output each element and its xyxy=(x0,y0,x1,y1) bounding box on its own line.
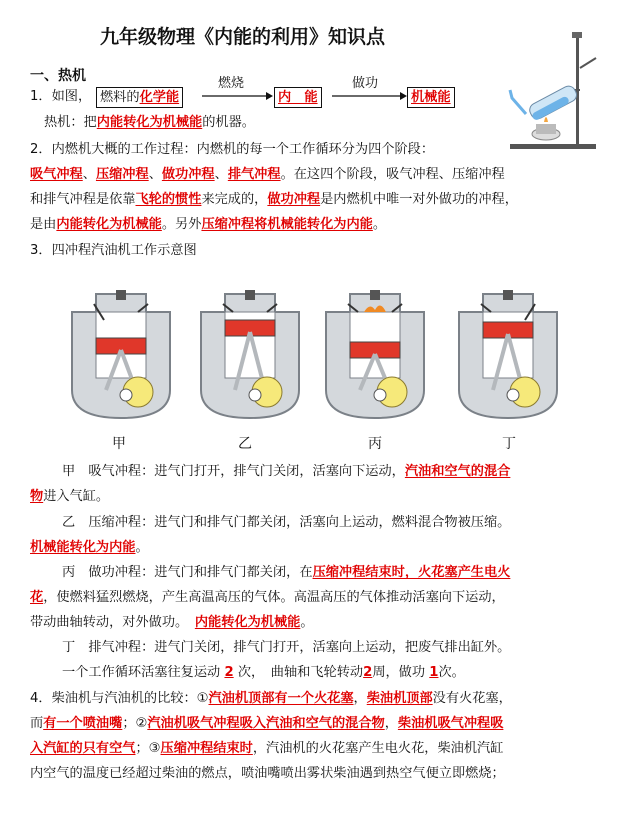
item4-line1 xyxy=(30,689,512,709)
bing-line1 xyxy=(62,563,510,583)
text: 带动曲轴转动，对外做功。 xyxy=(30,615,182,630)
gas-air-mixture: 汽油和空气的混合 xyxy=(404,464,511,479)
bing-line2 xyxy=(30,588,505,608)
text: 丙 做功冲程：进气门和排气门都关闭，在 xyxy=(62,565,313,580)
text: 而 xyxy=(30,716,44,731)
item4-line4: 内空气的温度已经超过柴油的燃点，喷油嘴喷出雾状柴油遇到热空气便立即燃烧； xyxy=(30,766,505,781)
text: 。另外 xyxy=(161,217,202,232)
text: ；② xyxy=(122,716,148,731)
text: ， xyxy=(384,716,398,731)
flow-box-mechanical-energy xyxy=(407,87,455,108)
engine-diagram-compression xyxy=(195,290,305,422)
item2-line3 xyxy=(30,190,518,210)
heat-engine-definition xyxy=(44,113,255,133)
steam-engine-apparatus-illustration xyxy=(506,28,600,152)
jia-line1 xyxy=(62,462,510,482)
text: 没有火花塞， xyxy=(432,691,512,706)
heat-engine-def-b: 内能转化为机械能 xyxy=(96,115,203,130)
text: 来完成的， xyxy=(201,192,268,207)
item3-heading: 3．四冲程汽油机工作示意图 xyxy=(30,243,197,258)
stroke-compression: 压缩冲程 xyxy=(95,167,149,182)
text: ，使燃料猛烈燃烧，产生高温高压的气体。高温高压的气体推动活塞向下运动， xyxy=(43,590,505,605)
text: 次， 曲轴和飞轮转动 xyxy=(237,665,364,680)
engine-diagram-power xyxy=(320,290,430,422)
stroke-exhaust: 排气冲程 xyxy=(227,167,281,182)
yi-line2 xyxy=(30,538,149,558)
text: 。 xyxy=(372,217,387,232)
engine-label-bing: 丙 xyxy=(368,436,382,452)
flow-arrow-label-burn: 燃烧 xyxy=(218,76,245,91)
compression-mechanical-to-internal: 压缩冲程将机械能转化为内能 xyxy=(201,217,373,232)
engine-label-ding: 丁 xyxy=(502,436,516,452)
gasoline-spark-plug: 汽油机顶部有一个火花塞 xyxy=(208,691,354,706)
text: 进入气缸。 xyxy=(43,489,110,504)
text: 。 xyxy=(135,540,149,555)
flow-box-internal-energy xyxy=(274,87,322,108)
item4-line3 xyxy=(30,739,503,759)
cycle-summary xyxy=(62,663,465,683)
ding-line: 丁 排气冲程：进气门关闭，排气门打开，活塞向上运动，把废气排出缸外。 xyxy=(62,640,511,655)
item1-prefix: 1．如图， xyxy=(30,89,92,104)
gasoline-intake-mixture: 汽油机吸气冲程吸入汽油和空气的混合物 xyxy=(147,716,385,731)
flow-box-chemical-energy xyxy=(96,87,183,108)
section-heading-heat-engine: 一、热机 xyxy=(30,68,86,84)
text: ，汽油机的火花塞产生电火花，柴油机汽缸 xyxy=(252,741,504,756)
fuel-injector: 有一个喷油嘴 xyxy=(43,716,123,731)
yi-line1: 乙 压缩冲程：进气门和排气门都关闭，活塞向上运动，燃料混合物被压缩。 xyxy=(62,515,511,530)
text: 次。 xyxy=(438,665,465,680)
text: 是由 xyxy=(30,217,57,232)
jia-line2 xyxy=(30,487,109,507)
power-stroke: 做功冲程 xyxy=(267,192,321,207)
flow-box-internal-energy-label: 内 能 xyxy=(278,90,318,105)
flow-box-chemical-energy-prefix: 燃料的 xyxy=(100,90,140,105)
internal-to-mechanical: 内能转化为机械能 xyxy=(56,217,162,232)
sep: 、 xyxy=(214,167,228,182)
flow-arrow-2 xyxy=(330,88,410,104)
engine-diagram-intake xyxy=(66,290,176,422)
text: 一个工作循环活塞往复运动 xyxy=(62,665,221,680)
diesel-top: 柴油机顶部 xyxy=(366,691,433,706)
item2-line4 xyxy=(30,215,386,235)
text: 是内燃机中唯一对外做功的冲程， xyxy=(320,192,518,207)
flow-arrow-label-work: 做功 xyxy=(352,76,379,91)
internal-to-mechanical-power: 内能转化为机械能 xyxy=(194,615,301,630)
diesel-intake-air-only: 入汽缸的只有空气 xyxy=(30,741,136,756)
compression-end: 压缩冲程结束时 xyxy=(160,741,253,756)
flow-box-mechanical-energy-label: 机械能 xyxy=(411,90,451,105)
flow-box-chemical-energy-value: 化学能 xyxy=(139,90,180,105)
item4-line2 xyxy=(30,714,503,734)
engine-label-jia: 甲 xyxy=(112,436,126,452)
text: ；③ xyxy=(135,741,161,756)
sep: 、 xyxy=(82,167,96,182)
text: 甲 吸气冲程：进气门打开，排气门关闭，活塞向下运动， xyxy=(62,464,405,479)
gas-air-mixture-end: 物 xyxy=(30,489,44,504)
bing-line3 xyxy=(30,613,314,633)
diesel-intake: 柴油机吸气冲程吸 xyxy=(397,716,504,731)
work-count: 1 xyxy=(429,665,439,680)
spark-plug-fires-end: 花 xyxy=(30,590,44,605)
heat-engine-def-c: 的机器。 xyxy=(202,115,255,130)
crank-rotations-count: 2 xyxy=(363,665,373,680)
item2-line1: 2．内燃机大概的工作过程：内燃机的每一个工作循环分为四个阶段： xyxy=(30,142,435,157)
text: 周，做功 xyxy=(372,665,426,680)
text: 。 xyxy=(300,615,314,630)
text: ， xyxy=(353,691,367,706)
engine-label-yi: 乙 xyxy=(238,436,252,452)
heat-engine-def-a: 热机：把 xyxy=(44,115,97,130)
text: 和排气冲程是依靠 xyxy=(30,192,136,207)
piston-strokes-count: 2 xyxy=(224,665,234,680)
item2-line2 xyxy=(30,165,505,185)
engine-diagram-exhaust xyxy=(453,290,563,422)
flow-arrow-1 xyxy=(200,88,274,104)
stroke-power: 做功冲程 xyxy=(161,167,215,182)
sep: 、 xyxy=(148,167,162,182)
item2-line2-tail: 。在这四个阶段，吸气冲程、压缩冲程 xyxy=(280,167,505,182)
text: 4．柴油机与汽油机的比较：① xyxy=(30,691,209,706)
spark-plug-fires: 压缩冲程结束时，火花塞产生电火 xyxy=(312,565,511,580)
mechanical-to-internal: 机械能转化为内能 xyxy=(30,540,136,555)
flywheel-inertia: 飞轮的惯性 xyxy=(135,192,202,207)
stroke-intake: 吸气冲程 xyxy=(30,167,83,182)
page-title: 九年级物理《内能的利用》知识点 xyxy=(100,26,386,48)
